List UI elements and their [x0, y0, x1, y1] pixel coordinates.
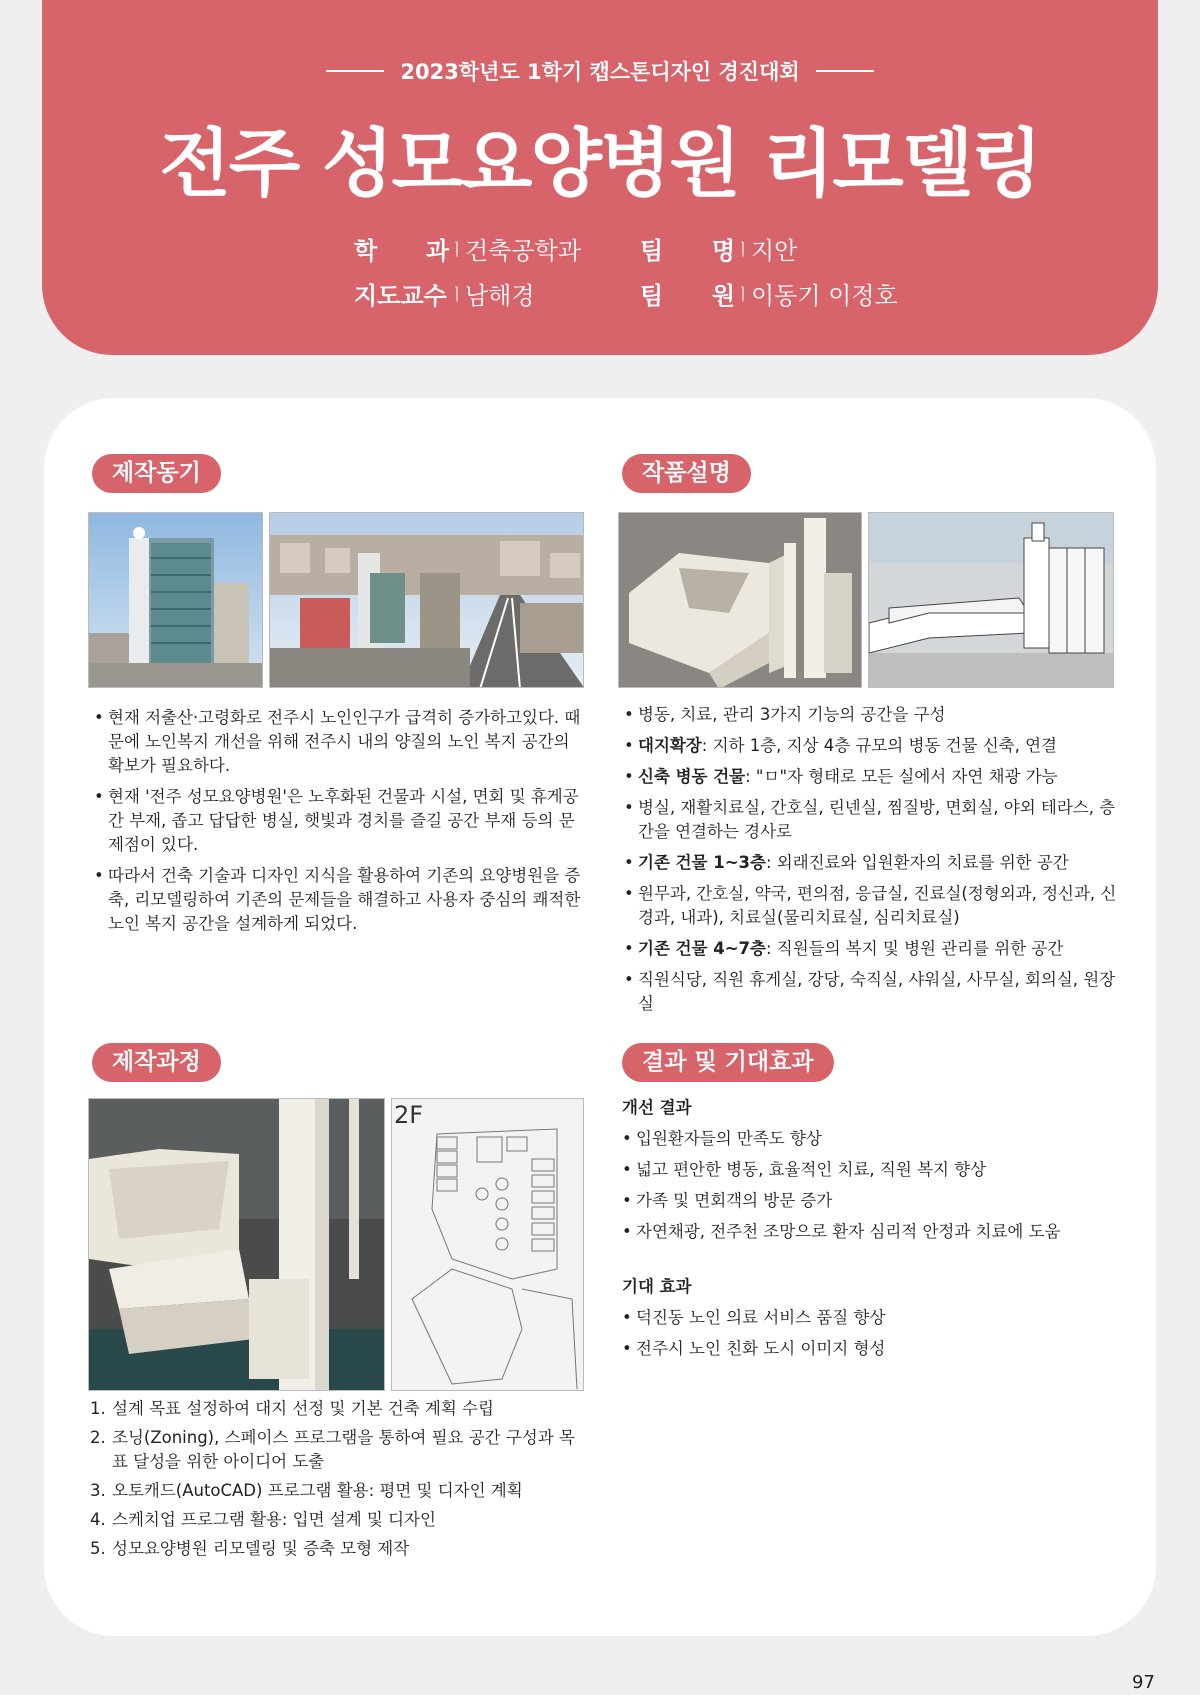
motivation-item: • 따라서 건축 기술과 디자인 지식을 활용하여 기존의 요양병원을 증축, 리모델링하여 기존의 문제들을 해결하고 사용자 중심의 쾌적한 노인 복지 공간을 설계하게 되었다. — [94, 864, 584, 936]
event-title: 2023학년도 1학기 캡스톤디자인 경진대회 — [400, 60, 800, 84]
model-photo — [618, 512, 862, 688]
description-item: • 기존 건물 1~3층: 외래진료와 입원환자의 치료를 위한 공간 — [624, 851, 1118, 875]
process-step: 5. 성모요양병원 리모델링 및 증축 모형 제작 — [90, 1539, 410, 1558]
improve-item: • 가족 및 면회객의 방문 증가 — [622, 1189, 1118, 1213]
description-item: • 병동, 치료, 관리 3가지 기능의 공간을 구성 — [624, 703, 1118, 727]
improve-item: • 자연채광, 전주천 조망으로 환자 심리적 안정과 치료에 도움 — [622, 1220, 1118, 1244]
members-label: 팀 원 — [640, 282, 735, 310]
description-item: • 신축 병동 건물: "ㅁ"자 형태로 모든 실에서 자연 채광 가능 — [624, 765, 1118, 789]
expect-item: • 전주시 노인 친화 도시 이미지 형성 — [622, 1337, 1118, 1361]
team-value: 지안 — [751, 237, 798, 265]
page-number: 97 — [1132, 1672, 1155, 1693]
process-step: 3. 오토캐드(AutoCAD) 프로그램 활용: 평면 및 디자인 계획 — [90, 1481, 523, 1500]
results-heading: 결과 및 기대효과 — [622, 1043, 834, 1082]
motivation-text — [94, 706, 584, 943]
motivation-item: • 현재 저출산·고령화로 전주시 노인인구가 급격히 증가하고있다. 때문에 노인복지 개선을 위해 전주시 내의 양질의 노인 복지 공간의 확보가 필요하다. — [94, 706, 584, 778]
process-step: 2. 조닝(Zoning), 스페이스 프로그램을 통하여 필요 공간 구성과 목표 달성을 위한 아이디어 도출 — [90, 1428, 575, 1471]
description-text — [624, 703, 1118, 1023]
process-step: 4. 스케치업 프로그램 활용: 입면 설계 및 디자인 — [90, 1510, 436, 1529]
city-street-photo — [269, 512, 584, 688]
improve-item: • 넓고 편안한 병동, 효율적인 치료, 직원 복지 향상 — [622, 1158, 1118, 1182]
advisor-label: 지도교수 — [354, 282, 447, 310]
motivation-heading: 제작동기 — [92, 454, 221, 493]
divider-left — [326, 70, 384, 72]
sketchup-render — [868, 512, 1114, 688]
header-banner — [42, 0, 1158, 355]
page-title: 전주 성모요양병원 리모델링 — [159, 121, 1041, 207]
description-item: • 기존 건물 4~7층: 직원들의 복지 및 병원 관리를 위한 공간 — [624, 937, 1118, 961]
dept-label: 학 과 — [354, 237, 449, 265]
dept-value: 건축공학과 — [465, 237, 581, 265]
description-heading: 작품설명 — [622, 454, 751, 493]
advisor-value: 남해경 — [465, 282, 535, 310]
process-step: 1. 설계 목표 설정하여 대지 선정 및 기본 건축 계획 수립 — [90, 1399, 494, 1418]
project-info: 학 과 ㅣ 건축공학과 팀 명 ㅣ 지안 지도교수 ㅣ 남해경 팀 원 ㅣ 이동기 이정호 — [354, 226, 898, 316]
expect-item: • 덕진동 노인 의료 서비스 품질 향상 — [622, 1306, 1118, 1330]
model-construction-photo — [88, 1098, 385, 1391]
process-steps — [90, 1397, 586, 1566]
event-line — [42, 56, 1158, 86]
results-text — [622, 1096, 1118, 1368]
improve-item: • 입원환자들의 만족도 향상 — [622, 1127, 1118, 1151]
description-item: • 병실, 재활치료실, 간호실, 린넨실, 찜질방, 면회실, 야외 테라스, 층 간을 연결하는 경사로 — [624, 796, 1118, 844]
process-heading: 제작과정 — [92, 1043, 221, 1082]
improve-title: 개선 결과 — [622, 1098, 692, 1117]
hospital-building-photo — [88, 512, 263, 688]
motivation-item: • 현재 '전주 성모요양병원'은 노후화된 건물과 시설, 면회 및 휴게공간 부재, 좁고 답답한 병실, 햇빛과 경치를 즐길 공간 부재 등의 문제점이 있다. — [94, 785, 584, 857]
description-item: • 원무과, 간호실, 약국, 편의점, 응급실, 진료실(정형외과, 정신과, 신경과, 내과), 치료실(물리치료실, 심리치료실) — [624, 882, 1118, 930]
team-label: 팀 명 — [640, 237, 735, 265]
description-item: • 대지확장: 지하 1층, 지상 4층 규모의 병동 건물 신축, 연결 — [624, 734, 1118, 758]
members-value: 이동기 이정호 — [751, 282, 898, 310]
divider-right — [816, 70, 874, 72]
description-item: • 직원식당, 직원 휴게실, 강당, 숙직실, 샤워실, 사무실, 회의실, 원장실 — [624, 968, 1118, 1016]
floor-plan-sketch — [391, 1098, 584, 1391]
expect-title: 기대 효과 — [622, 1277, 692, 1296]
floor-label: 2F — [394, 1101, 424, 1129]
